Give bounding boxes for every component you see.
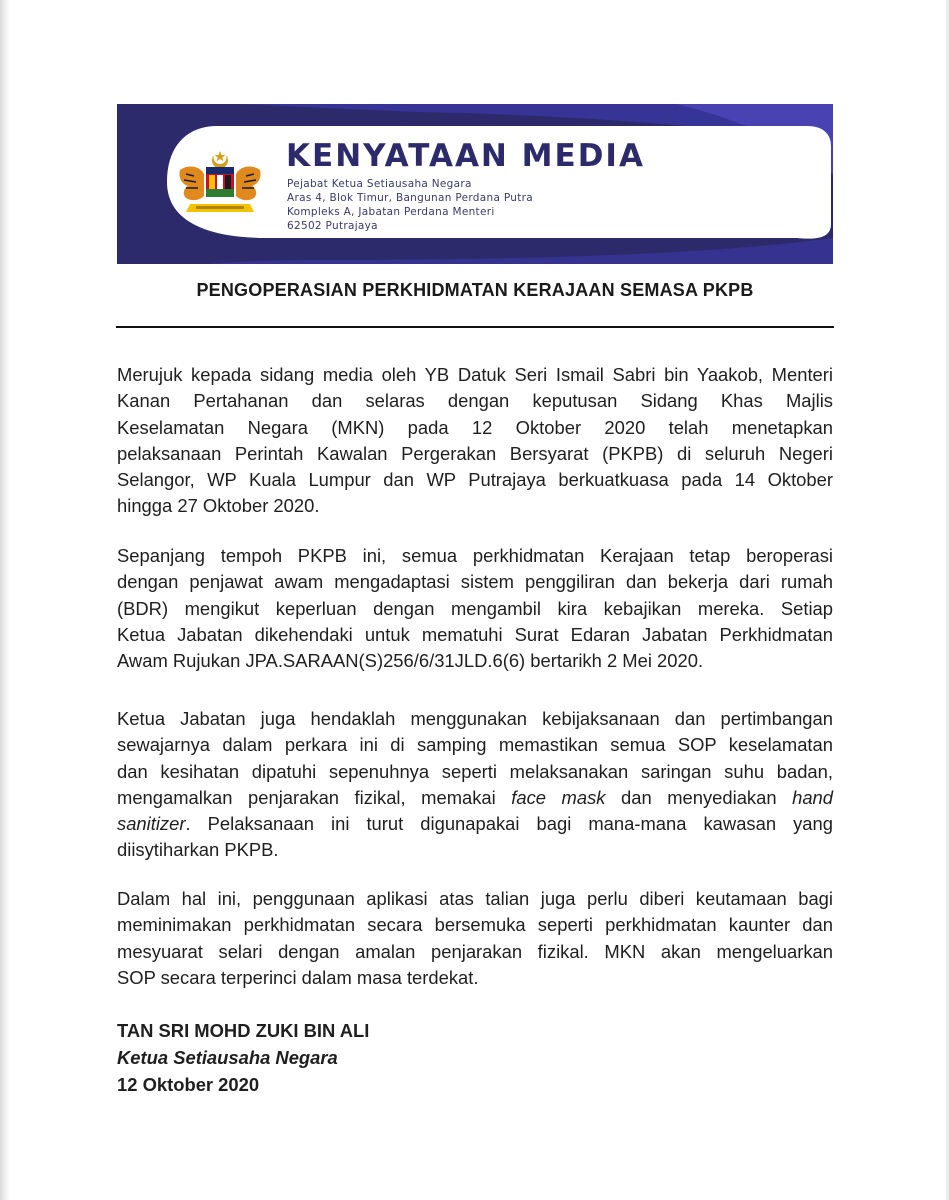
italic-term: face mask xyxy=(511,786,606,808)
paragraph-line: Selangor, WP Kuala Lumpur dan WP Putrajaya berkuatkuasa pada 14 Oktober xyxy=(117,469,833,491)
paragraph-line: Ketua Jabatan juga hendaklah menggunakan kebijaksanaan dan pertimbangan xyxy=(117,708,833,729)
paragraph-line xyxy=(117,811,833,837)
paragraph-line: diisytiharkan PKPB. xyxy=(117,839,279,861)
statement-date: 12 Oktober 2020 xyxy=(117,1074,260,1095)
paragraph-line: hingga 27 Oktober 2020. xyxy=(117,495,320,517)
line-text: mengamalkan penjarakan fizikal, memakai xyxy=(117,786,512,808)
paragraph-line: (BDR) mengikut keperluan dengan mengambil kira kebajikan mereka. Setiap xyxy=(117,597,833,619)
paragraph-line: dan kesihatan dipatuhi sepenuhnya seperti melaksanakan saringan suhu badan, xyxy=(117,760,833,782)
address-line: Aras 4, Blok Timur, Bangunan Perdana Putra xyxy=(287,192,533,204)
media-statement-title: KENYATAAN MEDIA xyxy=(286,138,645,174)
signatory-position: Ketua Setiausaha Negara xyxy=(117,1047,338,1068)
paragraph-line: Awam Rujukan JPA.SARAAN(S)256/6/31JLD.6(6) bertarikh 2 Mei 2020. xyxy=(117,650,704,672)
malaysia-coat-of-arms-icon xyxy=(174,150,266,220)
paragraph-line: meminimakan perkhidmatan secara bersemuka seperti perkhidmatan kaunter dan xyxy=(117,914,833,936)
signature-block xyxy=(117,1017,369,1098)
office-address xyxy=(287,177,533,233)
address-line: Pejabat Ketua Setiausaha Negara xyxy=(287,178,472,190)
paragraph-line: mesyuarat selari dengan amalan penjarakan fizikal. MKN akan mengeluarkan xyxy=(117,940,833,962)
signatory-name: TAN SRI MOHD ZUKI BIN ALI xyxy=(117,1020,370,1041)
paragraph-line: Keselamatan Negara (MKN) pada 12 Oktober 2020 telah menetapkan xyxy=(117,416,833,438)
paragraph-3 xyxy=(117,706,833,864)
title-divider xyxy=(116,326,834,328)
paragraph-line: Merujuk kepada sidang media oleh YB Datuk Seri Ismail Sabri bin Yaakob, Menteri xyxy=(117,364,833,385)
address-line: 62502 Putrajaya xyxy=(287,220,378,232)
italic-term: hand xyxy=(792,786,834,808)
document-title: PENGOPERASIAN PERKHIDMATAN KERAJAAN SEMASA PKPB xyxy=(196,280,754,300)
paragraph-line: dengan penjawat awam mengadaptasi sistem penggiliran dan bekerja dari rumah xyxy=(117,571,833,593)
paragraph-line: Sepanjang tempoh PKPB ini, semua perkhidmatan Kerajaan tetap beroperasi xyxy=(117,545,833,566)
paragraph-line: pelaksanaan Perintah Kawalan Pergerakan Bersyarat (PKPB) di seluruh Negeri xyxy=(117,442,833,464)
italic-term: sanitizer xyxy=(117,813,186,835)
paragraph-line xyxy=(117,785,833,811)
paragraph-1 xyxy=(117,362,833,520)
paragraph-4 xyxy=(117,886,833,991)
line-text: . Pelaksanaan ini turut digunapakai bagi mana-mana kawasan yang xyxy=(185,813,833,835)
paragraph-line: Ketua Jabatan dikehendaki untuk mematuhi Surat Edaran Jabatan Perkhidmatan xyxy=(117,623,833,645)
paragraph-2 xyxy=(117,543,833,674)
address-line: Kompleks A, Jabatan Perdana Menteri xyxy=(287,206,495,218)
page-edge-shadow xyxy=(0,0,10,1200)
line-text: dan menyediakan xyxy=(605,786,793,808)
paragraph-line: Kanan Pertahanan dan selaras dengan keputusan Sidang Khas Majlis xyxy=(117,390,833,412)
paragraph-line: sewajarnya dalam perkara ini di samping memastikan semua SOP keselamatan xyxy=(117,734,833,756)
paragraph-line: Dalam hal ini, penggunaan aplikasi atas talian juga perlu diberi keutamaan bagi xyxy=(117,888,833,909)
paragraph-line: SOP secara terperinci dalam masa terdekat. xyxy=(117,966,479,988)
